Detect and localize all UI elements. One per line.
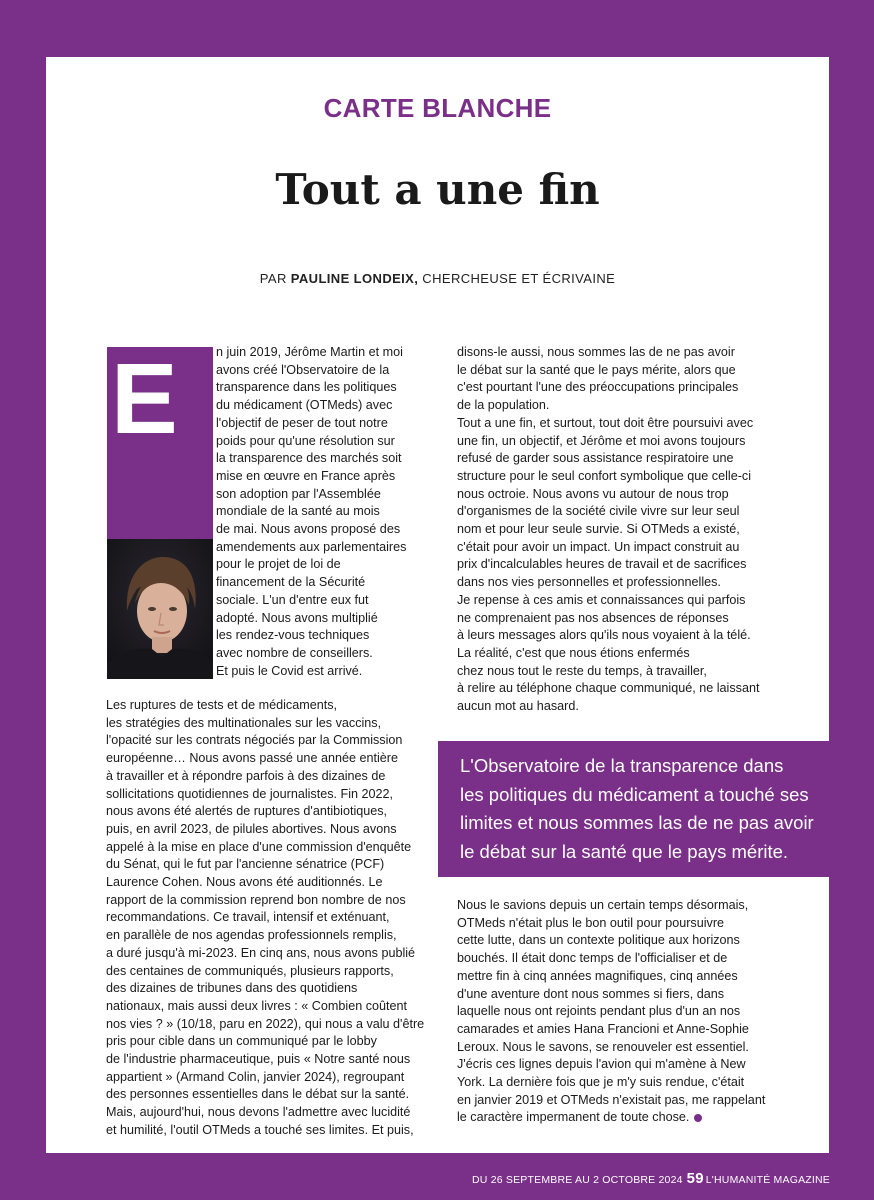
body-text-line: ne comprenaient pas nos absences de réponses [457, 610, 729, 625]
byline-author: PAULINE LONDEIX, [290, 271, 419, 286]
body-text-line: rapport de la commission reprend bon nombre de nos [106, 892, 406, 907]
body-text-line: à relire au téléphone chaque communiqué, ne laissant [457, 681, 760, 696]
body-text-line: poids pour qu'une résolution sur [216, 433, 395, 448]
body-text-line: nous octroie. Nous avons vu autour de nous trop [457, 486, 729, 501]
body-text-line: Mais, aujourd'hui, nous devons l'admettre avec lucidité [106, 1105, 411, 1120]
body-text-line: mise en œuvre en France après [216, 468, 396, 483]
body-text-line: appelé à la mise en place d'une commission d'enquête [106, 839, 412, 854]
body-text-line: recommandations. Ce travail, intensif et exténuant, [106, 910, 390, 925]
body-text-line: OTMeds n'était plus le bon outil pour poursuivre [457, 915, 725, 930]
magazine-name: L'HUMANITÉ MAGAZINE [705, 1174, 830, 1186]
byline [46, 271, 829, 286]
body-text-line: le caractère impermanent de toute chose. [457, 1109, 765, 1127]
article-page [46, 57, 829, 1153]
author-portrait-photo [107, 539, 213, 679]
body-text-line: Je repense à ces amis et connaissances qui parfois [457, 592, 746, 607]
body-text-line: puis, en avril 2023, de pilules abortives. Nous avons [106, 821, 397, 836]
body-text-line: aucun mot au hasard. [457, 699, 579, 714]
body-text-line: Nous le savions depuis un certain temps désormais, [457, 898, 749, 912]
column-right-top [457, 344, 759, 716]
body-text-line: J'écris ces lignes depuis l'avion qui m'amène à New [457, 1057, 746, 1072]
body-text-line: c'était pour avoir un impact. Un impact construit au [457, 539, 740, 554]
body-text-line: du médicament (OTMeds) avec [216, 398, 393, 413]
body-text-line: l'objectif de peser de tout notre [216, 415, 388, 430]
body-text-line: La réalité, c'est que nous étions enfermés [457, 645, 690, 660]
body-text-line: les rendez-vous techniques [216, 628, 370, 643]
body-text-line: sollicitations quotidiennes de journalistes. Fin 2022, [106, 786, 394, 801]
body-text-line: York. La dernière fois que je m'y suis rendue, c'était [457, 1075, 745, 1090]
body-text-line: des centaines de communiqués, plusieurs rapports, [106, 963, 394, 978]
body-text-line: structure pour le seul confort symbolique que celle-ci [457, 468, 751, 483]
drop-cap [107, 343, 213, 539]
drop-cap-letter: E [111, 343, 178, 455]
end-of-article-dot-icon [694, 1114, 702, 1122]
body-text-line: son adoption par l'Assemblée [216, 486, 381, 501]
body-text-line: pris pour cible dans un communiqué par le lobby [106, 1034, 377, 1049]
body-text-line: l'opacité sur les contrats négociés par la Commission [106, 733, 403, 748]
body-text-line: laquelle nous ont rejoints pendant plus d'un an nos [457, 1004, 741, 1019]
body-text-line: cette lutte, dans un contexte politique aux horizons [457, 933, 740, 948]
body-text-line: d'organismes de la société civile vivre sur leur seul [457, 504, 740, 519]
body-text-line: à travailler et à répondre parfois à des dizaines de [106, 768, 386, 783]
body-text-line: appartient » (Armand Colin, janvier 2024), regroupant [106, 1069, 405, 1084]
body-text-line: d'une aventure dont nous sommes si fiers, dans [457, 986, 725, 1001]
body-text-line: de l'industrie pharmaceutique, puis « Notre santé nous [106, 1052, 411, 1067]
body-text-line: des dizaines de tribunes dans des quotidiens [106, 981, 358, 996]
pull-quote-line: limites et nous sommes las de ne pas avoir [460, 812, 814, 833]
column-right-bottom [457, 897, 765, 1127]
body-text-line: du Sénat, qui le fut par l'ancienne sénatrice (PCF) [106, 857, 385, 872]
body-text-line: nos vies ? » (10/18, paru en 2022), qui nous a valu d'être [106, 1016, 425, 1031]
column-left-bottom [106, 697, 424, 1140]
body-text-line: prix d'incalculables heures de travail et de sacrifices [457, 557, 747, 572]
body-text-line: n juin 2019, Jérôme Martin et moi [216, 345, 403, 359]
body-text-line: le débat sur la santé que le pays mérite, alors que [457, 362, 736, 377]
body-text-line: à leurs messages alors qu'ils nous voyaient à la télé. [457, 628, 751, 643]
page-footer [472, 1170, 830, 1187]
body-text-line: Leroux. Nous le savons, se renouveler est essentiel. [457, 1039, 749, 1054]
body-text-line: en parallèle de nos agendas professionnels remplis, [106, 928, 397, 943]
body-text-line: avons créé l'Observatoire de la [216, 362, 390, 377]
article-title: Tout a une fin [275, 165, 600, 214]
pull-quote-line: le débat sur la santé que le pays mérite. [460, 840, 789, 862]
section-kicker: CARTE BLANCHE [323, 93, 552, 123]
body-text-line: mondiale de la santé au mois [216, 504, 380, 519]
body-text-line: sociale. L'un d'entre eux fut [216, 592, 369, 607]
body-text-line: a duré jusqu'à mi-2023. En cinq ans, nous avons publié [106, 945, 416, 960]
issue-dates: DU 26 SEPTEMBRE AU 2 OCTOBRE 2024 [472, 1174, 683, 1186]
body-text-line: nationaux, mais aussi deux livres : « Combien coûtent [106, 998, 408, 1013]
body-text-line: mettre fin à cinq années magnifiques, cinq années [457, 968, 738, 983]
body-text-line: c'est pourtant l'une des préoccupations principales [457, 380, 739, 395]
body-text-line: amendements aux parlementaires [216, 539, 407, 554]
body-text-line: une fin, un objectif, et Jérôme et moi avons toujours [457, 433, 746, 448]
body-text-line: nom et pour leur seule survie. Si OTMeds a existé, [457, 522, 740, 537]
column-left-top [216, 344, 406, 680]
body-text-line: bouchés. Il était donc temps de l'officialiser et de [457, 951, 728, 966]
body-text-line: financement de la Sécurité [216, 575, 366, 590]
body-text-line: la transparence des marchés soit [216, 451, 402, 466]
body-text-line: Tout a une fin, et surtout, tout doit être poursuivi avec [457, 415, 754, 430]
body-text-line: avec nombre de conseillers. [216, 645, 373, 660]
body-text-line: de mai. Nous avons proposé des [216, 522, 401, 537]
body-text-line: disons-le aussi, nous sommes las de ne pas avoir [457, 345, 735, 359]
pull-quote [438, 741, 829, 877]
body-text-line: transparence dans les politiques [216, 380, 397, 395]
pull-quote-line: les politiques du médicament a touché ses [460, 783, 809, 805]
body-text-line: européenne… Nous avons passé une année entière [106, 751, 398, 766]
body-text-line: les stratégies des multinationales sur les vaccins, [106, 715, 382, 730]
body-text-line: des personnes essentielles dans le débat sur la santé. [106, 1087, 410, 1102]
page-number: 59 [686, 1170, 704, 1187]
body-text-line: en janvier 2019 et OTMeds n'existait pas, me rappelant [457, 1092, 766, 1107]
body-text-line: Les ruptures de tests et de médicaments, [106, 698, 338, 712]
pull-quote-line: L'Observatoire de la transparence dans [460, 755, 784, 776]
body-text-line: refusé de garder sous assistance respiratoire une [457, 451, 734, 466]
body-text-line: et humilité, l'outil OTMeds a touché ses limites. Et puis, [106, 1122, 414, 1137]
body-text-line: chez nous tout le reste du temps, à travailler, [457, 663, 707, 678]
body-text-line: dans nos vies personnelles et professionnelles. [457, 575, 721, 590]
byline-role: CHERCHEUSE ET ÉCRIVAINE [422, 271, 616, 286]
body-text-line: Et puis le Covid est arrivé. [216, 663, 363, 678]
body-text-line: camarades et amies Hana Francioni et Anne-Sophie [457, 1021, 749, 1036]
body-text-line: adopté. Nous avons multiplié [216, 610, 378, 625]
body-text-line: pour le projet de loi de [216, 557, 341, 572]
portrait-illustration [107, 539, 213, 679]
body-text-line: de la population. [457, 398, 550, 413]
body-text-line: nous avons été alertés de ruptures d'antibiotiques, [106, 804, 388, 819]
body-text-line: Laurence Cohen. Nous avons été auditionnés. Le [106, 875, 383, 890]
byline-prefix: PAR [259, 271, 287, 286]
